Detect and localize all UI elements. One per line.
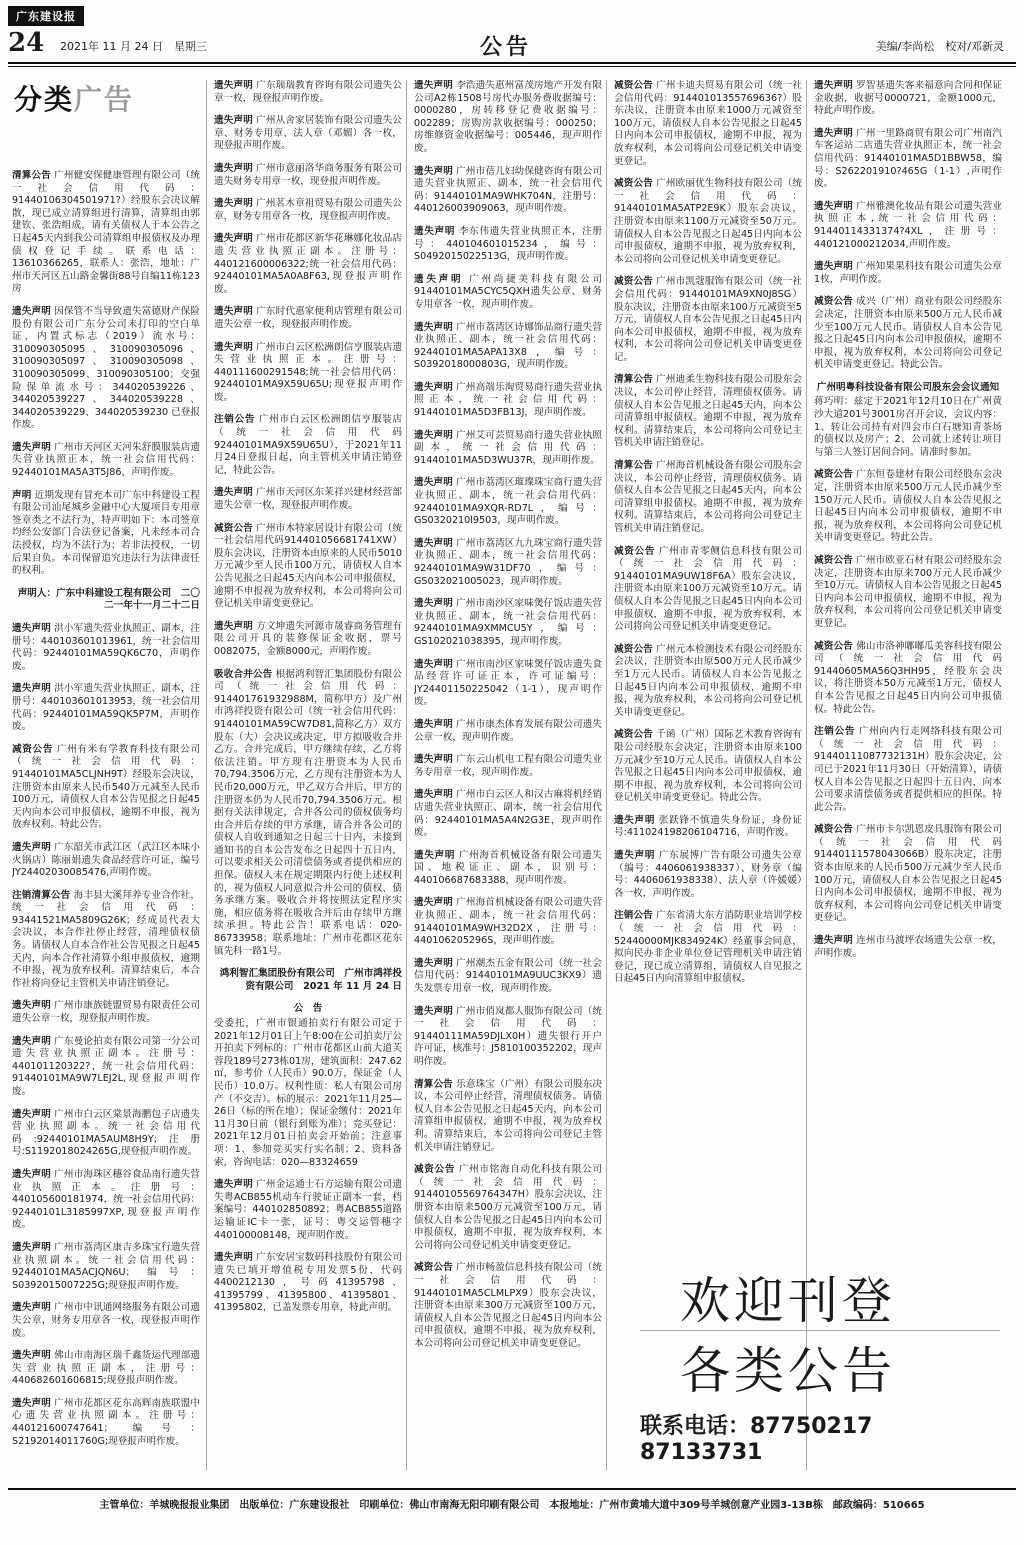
notice-text: 近期发现有冒充本司广东中科建设工程有限公司汕尾城乡金融中心大厦项目专用章签章类之不法行为，特声明如下：本司签章均经公安部门合法登记备案，凡未经本司合法授权，均为不法行为；若非法授权，一切后果自负。本司保留追究违法行为法律责任的权利。 <box>12 489 200 577</box>
notice-text: 广州市青零侧信息科技有限公司（统一社会信用代码：91440101MA9UW18F6A）股东会决议，注册资本由原来100万元减资至10万元。请债权人自本公告见报之日起45日内向本公司申报债权，逾期不申报，视为放弃权利，本公司将向公司登记机关申请变更登记。 <box>614 545 802 633</box>
column-1 <box>12 170 200 1460</box>
notice-title: 减资公告 <box>12 743 54 755</box>
notice-item <box>12 1398 200 1448</box>
notice-title: 遗失声明 <box>12 305 51 317</box>
notice-item <box>12 890 200 991</box>
notice-title: 遗失声明 <box>214 620 253 632</box>
notice-item <box>614 374 802 450</box>
notice-title: 遗失声明 <box>614 850 656 862</box>
notice-title: 减资公告 <box>614 276 653 288</box>
notice-item <box>414 80 602 156</box>
notice-title: 遗失声明 <box>414 381 453 393</box>
notice-item <box>414 274 602 312</box>
notice-text: 连州市马渡坪农场遗失公章一枚，声明作废。 <box>814 935 1002 959</box>
notice-text: 广州艾可芸贸易商行遗失营业执照副本，统一社会信用代码：91440101MA5D3WU37R，现声明作废。 <box>414 429 602 466</box>
notice-item <box>414 1262 602 1350</box>
banner-part-2: 广告 <box>74 83 135 116</box>
notice-item <box>12 842 200 880</box>
notice-title: 遗失声明 <box>12 683 51 695</box>
notice-item <box>414 1079 602 1155</box>
notice-item <box>414 166 602 216</box>
notice-title: 声明 <box>12 489 32 501</box>
notice-text: 广州金运通士石方运输有限公司遗失粤ACB855机动车行驶证正副本一套，档案编号：440102850892；粤ACB855道路运输证IC卡一张，证号：粤交运管穗字440100008148，现声明作废。 <box>214 1179 402 1241</box>
notice-title: 遗失声明 <box>214 487 253 499</box>
notice-title: 遗失声明 <box>414 537 453 549</box>
notice-item <box>814 726 1002 814</box>
notice-title: 清算公告 <box>12 170 51 181</box>
notice-item <box>12 683 200 733</box>
notice-title: 减资公告 <box>614 729 653 741</box>
notice-title: 遗失声明 <box>12 841 51 853</box>
notice-item <box>214 621 402 659</box>
notice-item <box>614 729 802 805</box>
notice-text: 千函（广州）国际艺术教育咨询有限公司经股东会决定，注册资本由原来100万元减少至10万元人民币。请债权人自本公告见报之日起45日内向本公司申报债权，逾期不申报，视为放弃权利，本公司将向公司登记机关申请变更登记。特此公告。 <box>614 729 802 804</box>
notice-text: 广州市花都区花东高辉南族联盟中心遗失营业执照副本。注册号：440121600747641；编号：S2192014011760G;现登报声明作废。 <box>12 1397 200 1447</box>
notice-text: 广州市畅盈信息科技有限公司（统一社会信用代码：91440101MA5CLMLPX9）股东会决议，注册资本由原来300万元减资至100万元，请债权人自本公告见报之日起45日内向本公司申报债权，逾期不申报，视为放弃权利，本公司将向公司登记机关申请变更登记。 <box>414 1262 602 1349</box>
notice-title: 遗失声明 <box>214 341 253 353</box>
notice-item <box>214 115 402 153</box>
notice-item <box>414 538 602 588</box>
notice-item <box>414 659 602 709</box>
notice-title: 减资公告 <box>814 555 853 566</box>
notice-title: 遗失声明 <box>614 814 656 826</box>
notice-text: 李浩遗失惠州富茂房地产开发有限公司A2栋1508号房代办服务费收据编号：0000280，房转移登记费收据编号：002289；房购房款收据编号：000250；房维修资金收据编号：005446，现声明作废。 <box>414 80 602 154</box>
notice-text: 广州市白云区松洲朗信亨服装店遗失营业执照正本。注册号：440111600291548;统一社会信用代码：92440101MA9X59U65U;现登报声明作废。 <box>214 341 402 403</box>
notice-item <box>614 910 802 986</box>
notice-text: 佛山市洛神嘟嘟瓜美容科技有限公司（统一社会信用代码91440605MA56Q3HH95，经股东会决议，将注册资本50万元减至1万元，债权人自本公告见报之日起45日内向公司申报债权。特此公告。 <box>814 640 1002 715</box>
notice-title: 遗失声明 <box>414 165 453 177</box>
column-5 <box>814 80 1002 1170</box>
notice-title: 减资公告 <box>614 178 653 190</box>
notice-title: 遗失声明 <box>414 273 464 285</box>
notice-title: 遗失声明 <box>414 789 453 801</box>
notice-item <box>214 342 402 405</box>
notice-text: 洪小军遗失营业执照正、副本，注册号：440103601013953，统一社会信用代码：92440101MA59QK5P7M，声明作废。 <box>12 683 200 733</box>
notice-title: 减资公告 <box>814 469 853 481</box>
notice-heading: 公 告 <box>293 1003 323 1015</box>
notice-item <box>12 490 200 578</box>
notice-item <box>414 382 602 420</box>
notice-text: 广州欧丽优生物科技有限公司（统一社会信用代码：91440101MA5ATP2E9K）股东会决议，注册资本由原来1100万元减资至50万元。请债权人自本公告见报之日起45日内向本公司申报债权，逾期不申报，视为放弃权利，本公司将向公司登记机关申请变更登记。 <box>614 178 802 265</box>
notice-text: 成兴（广州）商业有限公司经股东会决定，注册资本由原来500万元人民币减少至100万元人民币。请债权人自本公告见报之日起45日内向本公司申报债权，逾期不申报，视为放弃权利，本公司将向公司登记机关申请变更登记。特此公告。 <box>814 296 1002 371</box>
notice-item <box>12 1109 200 1159</box>
notice-item <box>414 958 602 996</box>
notice-title: 遗失声明 <box>214 1179 253 1191</box>
notice-title: 遗失声明 <box>814 80 853 91</box>
notice-title: 遗失声明 <box>12 1035 51 1047</box>
notice-item <box>814 469 1002 545</box>
notice-item <box>814 80 1002 118</box>
notice-title: 遗失声明 <box>414 477 453 489</box>
notice-item <box>614 276 802 364</box>
column-divider <box>206 80 207 1470</box>
notice-title: 注销清算公告 <box>12 889 71 901</box>
notice-item <box>614 546 802 634</box>
notice-item <box>414 1006 602 1069</box>
notice-title: 遗失声明 <box>414 429 453 441</box>
notice-text: 广州市白云区人和汉古麻将机经销店遗失营业执照正、副本，统一社会信用代码：92440101MA5A4N2G3E，现声明作废。 <box>414 789 602 839</box>
notice-item <box>214 233 402 296</box>
notice-text: 广州元本检测技术有限公司经股东会决议，注册资本由原500万元人民币减少至1万元人民币。请债权人自本公告见报之日起45日内向本公司申报债权，逾期不申报，视为放弃权利，本公司将向公司登记机关申请变更登记。 <box>614 643 802 718</box>
masthead: 广东建设报 <box>8 6 84 26</box>
notice-title: 吸收合并公告 <box>214 668 273 680</box>
notice-title: 清算公告 <box>614 460 653 472</box>
notice-text: 广州尚捷美科技有限公司91440101MA5CYC5QXH遗失公章、财务专用章各一枚，现声明作废。 <box>414 273 602 310</box>
notice-text: 洪小军遗失营业执照正、副本，注册号：440103601013961，统一社会信用代码：92440101MA59QK6C70，声明作废。 <box>12 623 200 672</box>
notice-item <box>414 719 602 744</box>
notice-signature: 鸿利智汇集团股份有限公司 广州市鸿祥投资有限公司 2021 年 11 月 24 日 <box>219 968 402 992</box>
notice-item <box>614 644 802 720</box>
notice-title: 遗失声明 <box>214 198 253 210</box>
notice-item <box>12 744 200 832</box>
column-3 <box>414 80 602 1465</box>
notice-text: 广东时代惠家便利店管理有限公司遗失公章一枚，现登报声明作废。 <box>214 306 402 330</box>
issue-date: 2021年 11 月 24 日 星期三 <box>60 40 207 53</box>
notice-title: 遗失声明 <box>414 718 453 730</box>
notice-text: 广州市欧亚石材有限公司经股东会决定，注册资本由原来700万元人民币减少至10万元。请债权人自本公告见报之日起45日内向本公司申报债权，逾期不申报，视为放弃权利，本公司将向公司登记机关申请变更登记。 <box>814 555 1002 629</box>
notice-title: 减资公告 <box>214 522 253 534</box>
notice-title: 遗失声明 <box>214 162 253 174</box>
welcome-line-1: 欢迎刊登 <box>680 1272 896 1330</box>
notice-item <box>12 1350 200 1388</box>
notice-title: 遗失声明 <box>414 80 453 91</box>
notice-text: 罗智基遗失客来福意向合同和保证金收据，收据号0000721，金额1000元，特此声明作废。 <box>814 80 1002 117</box>
notice-item <box>414 430 602 468</box>
notice-text: 广州市海珠区穗谷食品南行遗失营业执照正本。注册号：440105600181974，统一社会信用代码：92440101L3185997XP,现登报声明作废。 <box>12 1168 200 1231</box>
notice-text: 广州市俏岚都人服饰有限公司（统一社会信用代码：91440111MA59DJLX0H）遗失银行开户许可证，核准号：J5810100352202，现声明作废。 <box>414 1005 602 1067</box>
notice-text: 广州市荔湾区九九珠宝商行遗失营业执照正、副本，统一社会信用代码：92440101MA9W31DF70，编号：GS032021005023，现声明作废。 <box>414 537 602 587</box>
notice-title: 清算公告 <box>414 1078 453 1090</box>
notice-text: 广州从舍家居装饰有限公司遗失公章、财务专用章、法人章（邓媚）各一枚，现登报声明作废。 <box>214 115 402 152</box>
notice-title: 遗失声明 <box>214 80 253 91</box>
notice-text: 广州市中讯通网络服务有限公司遗失公章，财务专用章各一枚，现登报声明作废。 <box>12 1302 200 1339</box>
notice-title: 注销公告 <box>814 726 856 738</box>
notice-title: 遗失声明 <box>414 897 453 909</box>
notice-text: 广州市白云区棠景海鹏包子店遗失营业执照副本。统一社会信用代码:92440101MA5AUM8H9Y;注册号:S1192018024265G,现登报声明作废。 <box>12 1108 200 1158</box>
notice-title: 减资公告 <box>814 296 853 308</box>
notice-title: 清算公告 <box>614 374 653 386</box>
column-divider <box>606 80 607 1470</box>
notice-text: 广州雅澳化妆品有限公司遗失营业执照正本,统一社会信用代码：91440114331374?4XL，注册号：440121000212034,声明作废。 <box>814 200 1002 250</box>
notice-text: 广州有米有学教育科技有限公司（统一社会信用代码：91440101MA5CLJNH9T）经股东会决议，注册资本由原来人民币540万元减至人民币100万元，请债权人自本公告见报之日起45天内向本公司申报债权，逾期不申报，视为放弃权利。特此公告。 <box>12 743 200 831</box>
notice-text: 广州市荔湾区璀璨珠宝商行遗失营业执照正、副本，统一社会信用代码：92440101MA9XQR-RD7L，编号：GS0320210l9503，现声明作废。 <box>414 477 602 527</box>
notice-title: 遗失声明 <box>12 1397 51 1409</box>
notice-text: 广州市蓓儿妇幼保健咨询有限公司遗失营业执照正、副本，统一社会信用代码：91440101MA9WHK704N，注册号：440126003909063，现声明作废。 <box>414 165 602 215</box>
footer-imprint: 主管单位：羊城晚报报业集团 出版单位：广东建设报社 印刷单位：佛山市南海无阳印刷有限公司 本报地址：广州市黄埔大道中309号羊城创意产业园3-13B栋 邮政编码：510665 <box>8 1488 1016 1511</box>
notice-text: 广州市凯蔻服饰有限公司（统一社会信用代码：91440101MA9XN0J8SG）股东决议，注册资本由原来100万元减资至5万元，请债权人自本公告见报之日起45日内向本公司申报债权，逾期不申报，视为放弃权利，本公司将向公司登记机关申请变更登记。 <box>614 276 802 363</box>
notice-title: 遗失声明 <box>414 658 453 670</box>
notice-title: 遗失声明 <box>12 623 51 634</box>
notice-text: 因保管不当导致遗失富德财产保险股份有限公司广东分公司未打印的空白单证，内置式标志（2019）流水号：310090305095、310090305096、310090305097、310090305098、310090305099、310090305100；交强险保单流水号：344020539226、344020539227、344020539228、344020539229、344020539230 已登报作废。 <box>12 305 200 431</box>
notice-text: 广州市康族链盟贸易有限责任公司遗失公章一枚，现登报声明作废。 <box>12 1000 200 1025</box>
notice-title: 遗失声明 <box>814 935 853 947</box>
notice-text: 广州市天河区东茉祥兴建材经营部遗失公章一枚，现登报声明作废。 <box>214 487 402 512</box>
notice-text: 广州向内行走网络科技有限公司（统一社会信用代码：91440111087732131H）股东会决定，公司已于2021年11月30日（开始清算），请债权人自本公告见报之日起四十五日内，向本公司要求清偿债务或者提供相应的担保。特此公告。 <box>814 726 1002 813</box>
notice-text: 广东安居宝数码科技股份有限公司遗失已填开增值税专用发票5份，代码4400212130，号码41395798、41395799、41395800、41395801、41395802，已盖发票专用章，特此声明。 <box>214 1252 402 1314</box>
notice-item <box>814 201 1002 251</box>
notice-text: 广东省清大东方消防职业培训学校（统一社会信用代码：52440000MJK834924K）经董事会同意，拟向民办非企业单位登记管理机关申请注销登记，现已成立清算组，请债权人自见报之日起45日内向清算组申报债权。 <box>614 910 802 985</box>
notice-item <box>814 128 1002 191</box>
notice-title: 减资公告 <box>614 80 653 91</box>
notice-text: 广州高端乐淘贸易商行遗失营业执照正本，统一社会信用代码：91440101MA5D3FB13J，现声明作废。 <box>414 381 602 419</box>
notice-title: 遗失声明 <box>12 1350 51 1362</box>
header-rule-thin <box>8 66 1016 67</box>
notice-text: 广州市铭海自动化科技有限公司（统一社会信用代码：91440105569764347H）股东会决议，注册资本由原来500万元减资至100万元，请债权人自本公告见报之日起45日内向本公司申报债权，逾期不申报，视为放弃权利，本公司将向公司登记机关申请变更登记。 <box>414 1164 602 1251</box>
notice-text: 广州市花都区新华花琳娜化妆品店遗失营业执照正副本。注册号：440121600006322;统一社会信用代码：92440101MA5A0A8F63,现登报声明作废。 <box>214 233 402 295</box>
notice-signature: 声明人：广东中科建设工程有限公司 二〇二一年十一月二十二日 <box>17 587 200 612</box>
notice-item <box>814 824 1002 925</box>
notice-title: 遗失声明 <box>12 1168 51 1180</box>
notice-text: 广州迪柔生物科技有限公司股东会决议，本公司停止经营，清理债权债务。请债权人自本公告见报之日起45天内，向本公司清算组申报债权。逾期不申报，视为放弃权利。清算结束后，本公司将向公司登记主管机关申请注销登记。 <box>614 374 802 449</box>
notice-text: 广州健安保健康管理有限公司（统一社会信用代码：91440106304501971?）经股东会决议解散，现已成立清算组进行清算，清算组由郭建钦、张浩组成，请有关债权人于本公告之日起45天内到我公司清算组申报债权及办理债权登记手续。联系电话：13610366265，联系人：张浩，地址：广州市天河区五山路金馨街88号自编11栋123房 <box>12 170 200 295</box>
notice-heading: 广州明粤科技设备有限公司股东会会议通知 <box>816 381 1000 393</box>
notice-text: 受委托，广州市银通拍卖行有限公司定于2021年12月01日上午8:00在公司拍卖厅公开拍卖下列标的：广州市花都区山前大道芙蓉段189号273栋01房，建筑面积：247.62㎡，参考价（人民币）90.0万，保证金（人民币）10.0万。权利性质：私人有限公司房产（不交吉）。标的展示：2021年11月25—26日（标的所在地）；保证金缴付：2021年11月30日前（银行到账为准）；竞买登记：2021年12月01日拍卖会开始前；注意事项：1、参加竞买实行实名制；2、资料备索，咨询电话：020—83324659 <box>214 1018 402 1168</box>
notice-title: 遗失声明 <box>414 598 453 610</box>
column-2 <box>214 80 402 1465</box>
notice-item <box>12 170 200 296</box>
notice-text: 李东伟遗失营业执照正本，注册号：440104601015234，编号：S0492015022513G，现声明作废。 <box>414 225 602 263</box>
notice-text: 广州潮杰五金有限公司（统一社会信用代码：91440101MA9UUC3KX9）遗失发票专用章一枚，现声明作废。 <box>414 957 602 995</box>
notice-text: 广东瑞瑞教育咨询有限公司遗失公章一枚，现登报声明作废。 <box>214 80 402 104</box>
notice-text: 广东韶关市武江区（武江区本味小火锅店）陈丽娟遗失食品经营许可证，编号JY24402030085476,声明作废。 <box>12 841 200 879</box>
notice-text: 广州市南沙区家味煲仔饭店遗失营业执照正、副本，统一社会信用代码：92440101MA9XMMCU5Y，编号：GS102021038395，现声明作废。 <box>414 598 602 647</box>
notice-title: 遗失声明 <box>214 306 253 318</box>
notice-item <box>12 1036 200 1099</box>
notice-title: 减资公告 <box>614 643 653 655</box>
notice-title: 遗失声明 <box>12 1302 51 1314</box>
notice-text: 广东恒卷建材有限公司经股东会决定，注册资本由原来500万元人民币减少至150万元人民币。请债权人自本公告见报之日起45日内向本公司申报债权，逾期不申报，视为放弃权利，本公司将向公司登记机关申请变更登记。特此公告。 <box>814 469 1002 544</box>
notice-item <box>814 555 1002 631</box>
notice-title: 遗失声明 <box>12 441 51 453</box>
notice-text: 乐意珠宝（广州）有限公司股东决议，本公司停止经营，清理债权债务。请债权人自本公告见报之日起45天内，向本公司清算组申报债权，逾期不申报，视为放弃权利。清算结束后，本公司将向公司登记主管机关申请注销登记。 <box>414 1078 602 1153</box>
notice-text: 广州海首机械设备有限公司遗失营业执照正、副本，统一社会信用代码：91440101MA9WH32D2X，注册号：440106205296S，现声明作废。 <box>414 897 602 947</box>
notice-item <box>214 669 402 959</box>
notice-text: 广州茗木章祖贸易有限公司遗失公章，财务专用章各一枚，现登报声明作废。 <box>214 198 402 222</box>
section-title: 公告 <box>480 35 533 60</box>
notice-item <box>614 815 802 840</box>
notice-item <box>414 322 602 372</box>
notice-text: 佛山市南海区瑞千鑫货运代理部遗失营业执照正副本，注册号：440682601606815;现登报声明作废。 <box>12 1350 200 1387</box>
header-rule <box>8 62 1016 64</box>
notice-text: 蒋巧明：兹定于2021年12月10日在广州黄沙大道201号3001房召开会议，会议内容：1、转让公司持有对四会市白石塘知青茶场的债权以及房产；2、公司就上述转让项目与第三人签订居间合同。请准时参加。 <box>814 396 1002 458</box>
notice-item <box>814 641 1002 717</box>
notice-item <box>214 1179 402 1242</box>
advertising-welcome-box <box>640 1272 1000 1471</box>
notice-text: 广州市荔湾区康吉多珠宝行遗失营业执照副本。统一社会信用代码：92440101MA5ACJQN6U；编号：S0392015007225G;现登报声明作废。 <box>12 1241 200 1291</box>
notice-item <box>12 1302 200 1340</box>
notice-title: 注销公告 <box>214 414 256 426</box>
notice-item <box>414 477 602 527</box>
notice-item <box>814 261 1002 286</box>
notice-text: 广东展博广告有限公司遗失公章（编号：4406061938337）、财务章（编号：4406061938338）、法人章（许媛媛）各一枚，声明作废。 <box>614 850 802 899</box>
notice-text: 张跃锋不慎遗失身份证，身份证号:411024198206104716，声明作废。 <box>614 814 802 839</box>
notice-title: 遗失声明 <box>12 1241 51 1253</box>
notice-item <box>12 1000 200 1025</box>
notice-title: 遗失声明 <box>814 200 853 212</box>
notice-title: 遗失声明 <box>12 1108 51 1120</box>
notice-text: 广州市荔湾区诗娜饰品商行遗失营业执照正、副本，统一社会信用代码：92440101MA5APA13X8，编号：S0392018000803G，现声明作废。 <box>414 321 602 371</box>
notice-title: 遗失声明 <box>414 957 453 969</box>
notice-text: 广州海首机械设备有限公司股东会决议，本公司停止经营，清理债权债务。请债权人自本公告见报之日起45天内，向本公司清算组申报债权。逾期不申报，视为放弃权利。清算结束后，本公司将向公司登记主管机关申请注销登记。 <box>614 460 802 534</box>
notice-item <box>814 396 1002 459</box>
notice-item <box>614 80 802 168</box>
notice-item <box>414 789 602 839</box>
notice-item <box>214 1018 402 1169</box>
notice-title: 遗失声明 <box>414 321 453 333</box>
notice-item <box>814 935 1002 960</box>
notice-item <box>214 80 402 105</box>
notice-item <box>214 523 402 611</box>
notice-title: 减资公告 <box>614 545 656 557</box>
notice-text: 广州市白云区松洲朗信亨服装店（统一社会信用代码92440101MA9X59U65U），于2021年11月24日登报日起，向主管机关申请注销登记，特此公告。 <box>214 414 402 476</box>
notice-text: 广州市天河区天河朱舒膜服装店遗失营业执照正本，统一社会信用代码：92440101MA5A3T5J86，声明作废。 <box>12 441 200 479</box>
notice-title: 遗失声明 <box>12 1000 51 1012</box>
notice-item <box>614 178 802 266</box>
notice-text: 广州卡迪夫贸易有限公司（统一社会信用代码：91440101355769636?）股东决议，注册资本由原来1000万元减资至100万元，请债权人自本公告见报之日起45日内向本公司申报债权，逾期不申报，视为放弃权利，本公司将向公司登记机关申请变更登记。 <box>614 80 802 167</box>
notice-item <box>414 1164 602 1252</box>
notice-item <box>12 442 200 480</box>
notice-title: 遗失声明 <box>214 233 253 245</box>
notice-title: 遗失声明 <box>814 261 853 273</box>
notice-title: 遗失声明 <box>414 849 456 861</box>
notice-item <box>414 897 602 947</box>
notice-item <box>214 414 402 477</box>
notice-text: 广州知果果科技有限公司遗失公章1枚，声明作废。 <box>814 261 1002 285</box>
notice-item <box>12 306 200 432</box>
notice-text: 广州海首机械设备有限公司遗失国、地税证正、副本，识别号：440106687683388，现声明作废。 <box>414 849 602 886</box>
notice-title: 遗失声明 <box>214 115 253 127</box>
notice-text: 广州市康杰体育发展有限公司遗失公章一枚，现声明作废。 <box>414 718 602 743</box>
welcome-line-2: 各类公告 <box>680 1342 896 1400</box>
page-number: 24 <box>8 28 45 58</box>
notice-title: 减资公告 <box>414 1262 453 1274</box>
notice-item <box>12 623 200 673</box>
notice-title: 减资公告 <box>414 1164 456 1176</box>
classified-ads-banner <box>14 78 134 118</box>
notice-title: 注销公告 <box>614 910 653 922</box>
notice-item <box>214 306 402 331</box>
notice-item <box>414 754 602 779</box>
notice-item <box>214 487 402 512</box>
notice-text: 方文坤遗失河源市晟睿商务管理有限公司开具的装修保证金收据，票号0082075，金额8000元，声明作废。 <box>214 620 402 657</box>
editors-credit: 美编/李尚松 校对/邓新灵 <box>875 40 1004 53</box>
notice-title: 遗失声明 <box>414 1005 453 1017</box>
column-divider <box>406 80 407 1470</box>
notice-item <box>214 1252 402 1315</box>
notice-text: 广东云山机电工程有限公司遗失业务专用章一枚，现声明作废。 <box>414 754 602 778</box>
notice-title: 遗失声明 <box>414 754 453 766</box>
notice-title: 减资公告 <box>814 640 853 652</box>
notice-item <box>214 198 402 223</box>
notice-item <box>12 1242 200 1292</box>
notice-item <box>414 850 602 888</box>
notice-text: 广州市木特家居设计有限公司（统一社会信用代码914401056681741XW）股东会决议，注册资本由原来的人民币5010万元减少至人民币100万元，请债权人自本公告见报之日起45天内向本公司申报债权，逾期不申报视为放弃权利，本公司将向公司登记机关申请变更登记。 <box>214 522 402 610</box>
notice-text: 广州一里路商贸有限公司广州南汽车客运站二店遗失营业执照正本，统一社会信用代码：91440101MA5D1BBW58，编号：S262201910?465G（1-1）,声明作废。 <box>814 127 1002 190</box>
notice-title: 遗失声明 <box>814 127 853 139</box>
contact-phone: 联系电话：87750217 87133731 <box>640 1414 895 1465</box>
notice-title: 遗失声明 <box>214 1252 253 1264</box>
notice-title: 遗失声明 <box>414 225 456 237</box>
notice-text: 海丰县大溪拜养专业合作社，统一社会信用代码：93441521MA5809G26K；经成员代表大会决议，本合作社停止经营，清理债权债务。请债权人自本合作社公告见报之日起45天内，向本合作社清算小组申报债权，逾期不申报，视为放弃权利。清算结束后，本合作社将向登记主管机关申请注销登记。 <box>12 889 200 989</box>
notice-item <box>414 598 602 648</box>
notice-text: 广州市意丽洛华商务服务有限公司遗失财务专用章一枚，现登报声明作废。 <box>214 162 402 187</box>
notice-text: 广东曼论拍卖有限公司第一分公司遗失营业执照正副本。注册号：440101120322?，统一社会信用代码：91440101MA9W7LEJ2L,现登报声明作废。 <box>12 1035 200 1097</box>
notice-item <box>414 226 602 264</box>
notice-item <box>214 163 402 188</box>
notice-text: 广州市南沙区家味煲仔饭店遗失食品经营许可证正本，许可证编号：JY24401150225042（1-1），现声明作废。 <box>414 658 602 708</box>
notice-title: 减资公告 <box>814 824 853 836</box>
banner-part-1: 分类 <box>14 83 75 116</box>
notice-text: 根据鸿利智汇集团股份有限公司（统一社会信用代码：914401761932988M，简称甲方）及广州市鸿祥投资有限公司（统一社会信用代码：91440101MA59CW7D81,简称乙方）双方股东（大）会决议或决定，甲方拟吸收合并乙方。合并完成后，甲方继续存续，乙方将依法注销。甲方现有注册资本为人民币70,794.3506万元，乙方现有注册资本为人民币20,000万元，甲乙双方合并后，甲方的注册资本仍为人民币70,794.3506万元。根据有关法律规定，合并各公司的债权债务均由合并后存续的甲方承继，请合并各公司的债权人自收到通知之日起三十日内，未接到通知书的自本公告发布之日起四十五日内，可以要求相关公司清偿债务或者提供相应的担保。债权人未在规定期限内行使上述权利的，视为债权人同意拟合并公司的债权、债务承继方案。吸收合并将按照法定程序实施，相应债务将在吸收合并后由存续甲方继续承担。特此公告！联系电话：020-86733958；联系地址：广州市花都区花东镇先科一路1号。 <box>214 668 402 957</box>
notice-item <box>12 1169 200 1232</box>
notice-item <box>614 850 802 900</box>
notice-text: 广州市卡尔凯恩皮具服饰有限公司（统一社会信用代码91440111578043066B）股东决定，注册资本由原来的人民币500万元减少至人民币100万元，请债权人自本公告见报之日起45日内向本公司申报债权，逾期不申报，视为放弃权利，本公司将向公司登记机关申请变更登记。 <box>814 824 1002 924</box>
notice-item <box>814 296 1002 372</box>
column-4 <box>614 80 802 1250</box>
notice-item <box>614 460 802 536</box>
